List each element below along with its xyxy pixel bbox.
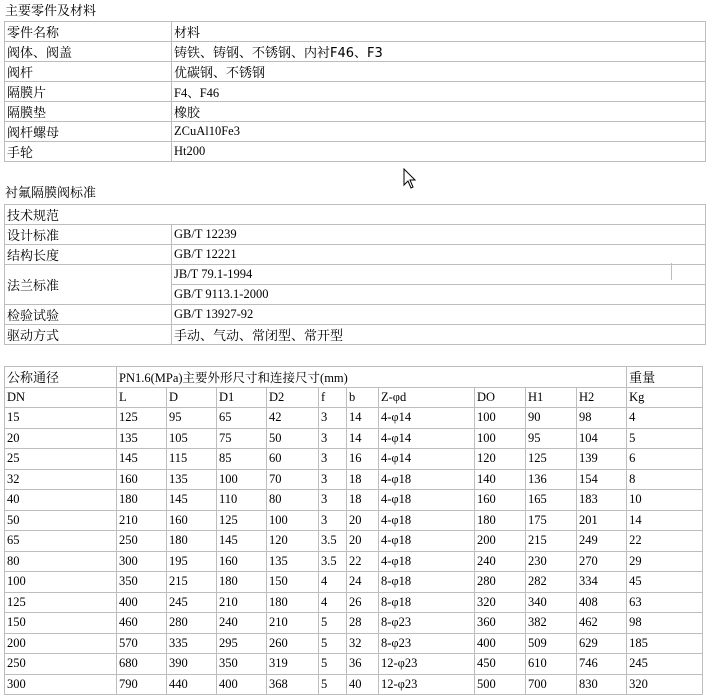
table-cell: 570 — [117, 633, 167, 654]
table-row — [5, 613, 703, 634]
table-cell: 260 — [267, 633, 319, 654]
table-cell: 4-φ18 — [379, 469, 475, 490]
table-cell: 3.5 — [319, 551, 347, 572]
table-cell: 32 — [5, 469, 117, 490]
table-row — [5, 102, 706, 122]
table-cell: 22 — [347, 551, 379, 572]
table-cell: 3 — [319, 469, 347, 490]
table-cell: 5 — [319, 633, 347, 654]
table-cell: 40 — [347, 674, 379, 695]
table-row — [5, 305, 706, 325]
table-cell: 36 — [347, 654, 379, 675]
table-cell: 3.5 — [319, 531, 347, 552]
table-cell: 160 — [475, 490, 526, 511]
table-cell: 40 — [5, 490, 117, 511]
table-row — [5, 122, 706, 142]
standards-table — [4, 204, 706, 345]
table-cell: 160 — [217, 551, 267, 572]
material-cell: 优碳钢、不锈钢 — [172, 62, 706, 82]
material-cell: 材料 — [172, 22, 706, 42]
table-cell: 4-φ18 — [379, 531, 475, 552]
flange-value-1: JB/T 79.1-1994 — [172, 265, 706, 285]
table-cell: 350 — [217, 654, 267, 675]
table-cell: 125 — [217, 510, 267, 531]
part-name-cell: 手轮 — [5, 142, 172, 162]
table-cell: 368 — [267, 674, 319, 695]
table-cell: 135 — [167, 469, 217, 490]
table-cell: 75 — [217, 428, 267, 449]
table-row — [5, 531, 703, 552]
table-cell: 80 — [5, 551, 117, 572]
table-cell: 746 — [577, 654, 627, 675]
table-cell: 180 — [117, 490, 167, 511]
table-cell: 6 — [627, 449, 703, 470]
table-cell: 150 — [267, 572, 319, 593]
table-row — [5, 654, 703, 675]
table-cell: 25 — [5, 449, 117, 470]
table-cell: 462 — [577, 613, 627, 634]
table-cell: 90 — [526, 408, 577, 429]
table-cell: 104 — [577, 428, 627, 449]
table-cell: 110 — [217, 490, 267, 511]
table-cell: 500 — [475, 674, 526, 695]
table-cell: 200 — [475, 531, 526, 552]
table-cell: 100 — [217, 469, 267, 490]
column-header: H1 — [526, 387, 577, 408]
drive-value: 手动、气动、常闭型、常开型 — [172, 325, 706, 345]
table-cell: 195 — [167, 551, 217, 572]
drive-label: 驱动方式 — [5, 325, 172, 345]
length-value: GB/T 12221 — [172, 245, 706, 265]
flange-value-2: GB/T 9113.1-2000 — [172, 285, 706, 305]
table-cell: 400 — [117, 592, 167, 613]
table-row — [5, 205, 706, 225]
table-cell: 4-φ14 — [379, 428, 475, 449]
table-cell: 12-φ23 — [379, 674, 475, 695]
table-cell: 115 — [167, 449, 217, 470]
table-cell: 245 — [167, 592, 217, 613]
table-cell: 120 — [475, 449, 526, 470]
table-cell: 390 — [167, 654, 217, 675]
table-cell: 95 — [167, 408, 217, 429]
table-cell: 250 — [117, 531, 167, 552]
table-cell: 50 — [267, 428, 319, 449]
table-cell: 400 — [217, 674, 267, 695]
table-cell: 200 — [5, 633, 117, 654]
table-row — [5, 22, 706, 42]
material-cell: 铸铁、铸钢、不锈钢、内衬F46、F3 — [172, 42, 706, 62]
table-cell: 100 — [267, 510, 319, 531]
column-header: H2 — [577, 387, 627, 408]
table-cell: 5 — [319, 613, 347, 634]
dimensions-table — [4, 366, 703, 695]
table-cell: 8-φ23 — [379, 633, 475, 654]
table-cell: 249 — [577, 531, 627, 552]
parts-materials-table — [4, 21, 706, 162]
table-cell: 154 — [577, 469, 627, 490]
table-cell: 400 — [475, 633, 526, 654]
column-header: f — [319, 387, 347, 408]
table-cell: 4 — [319, 592, 347, 613]
table-cell: 20 — [347, 531, 379, 552]
column-header: DO — [475, 387, 526, 408]
table-cell: 509 — [526, 633, 577, 654]
table-cell: 230 — [526, 551, 577, 572]
table-cell: 12-φ23 — [379, 654, 475, 675]
table-row — [5, 265, 706, 285]
table-cell: 15 — [5, 408, 117, 429]
table-cell: 295 — [217, 633, 267, 654]
table-cell: 320 — [627, 674, 703, 695]
dimensions-title: PN1.6(MPa)主要外形尺寸和连接尺寸(mm) — [117, 367, 627, 388]
table-cell: 350 — [117, 572, 167, 593]
table-cell: 5 — [319, 674, 347, 695]
table-cell: 440 — [167, 674, 217, 695]
table-cell: 245 — [627, 654, 703, 675]
table-cell: 165 — [526, 490, 577, 511]
table-cell: 65 — [5, 531, 117, 552]
table-cell: 360 — [475, 613, 526, 634]
table-cell: 282 — [526, 572, 577, 593]
table-cell: 700 — [526, 674, 577, 695]
length-label: 结构长度 — [5, 245, 172, 265]
table-cell: 240 — [475, 551, 526, 572]
table-row — [5, 387, 703, 408]
table-cell: 20 — [347, 510, 379, 531]
column-header: DN — [5, 387, 117, 408]
table-cell: 4-φ18 — [379, 551, 475, 572]
table-cell: 18 — [347, 490, 379, 511]
table-cell: 8-φ18 — [379, 572, 475, 593]
table-cell: 135 — [117, 428, 167, 449]
column-header: Z-φd — [379, 387, 475, 408]
table-cell: 14 — [627, 510, 703, 531]
table-cell: 14 — [347, 408, 379, 429]
table-cell: 125 — [117, 408, 167, 429]
table-cell: 4-φ18 — [379, 510, 475, 531]
column-header: b — [347, 387, 379, 408]
table-row — [5, 674, 703, 695]
table-cell: 18 — [347, 469, 379, 490]
table-cell: 145 — [217, 531, 267, 552]
table-cell: 5 — [319, 654, 347, 675]
part-name-cell: 零件名称 — [5, 22, 172, 42]
table-cell: 3 — [319, 449, 347, 470]
table-cell: 180 — [475, 510, 526, 531]
table-cell: 60 — [267, 449, 319, 470]
table-row — [5, 551, 703, 572]
table-row — [5, 42, 706, 62]
design-label: 设计标准 — [5, 225, 172, 245]
table-cell: 210 — [217, 592, 267, 613]
test-label: 检验试验 — [5, 305, 172, 325]
table-cell: 100 — [475, 428, 526, 449]
table-cell: 136 — [526, 469, 577, 490]
table-cell: 70 — [267, 469, 319, 490]
table-cell: 85 — [217, 449, 267, 470]
table-cell: 10 — [627, 490, 703, 511]
table-cell: 3 — [319, 490, 347, 511]
table-cell: 125 — [526, 449, 577, 470]
table-cell: 250 — [5, 654, 117, 675]
table-cell: 450 — [475, 654, 526, 675]
table-cell: 180 — [217, 572, 267, 593]
table-cell: 3 — [319, 408, 347, 429]
table-row — [5, 82, 706, 102]
spec-header-cell: 技术规范 — [5, 205, 706, 225]
table-row — [5, 572, 703, 593]
table-cell: 4 — [319, 572, 347, 593]
table-row — [5, 408, 703, 429]
table-cell: 183 — [577, 490, 627, 511]
table-cell: 270 — [577, 551, 627, 572]
table-cell: 63 — [627, 592, 703, 613]
table-cell: 24 — [347, 572, 379, 593]
table-cell: 95 — [526, 428, 577, 449]
part-name-cell: 阀杆螺母 — [5, 122, 172, 142]
table-cell: 335 — [167, 633, 217, 654]
parts-heading: 主要零件及材料 — [5, 4, 97, 19]
mouse-cursor-icon — [403, 168, 417, 190]
table-cell: 240 — [217, 613, 267, 634]
table-cell: 32 — [347, 633, 379, 654]
table-cell: 3 — [319, 428, 347, 449]
test-value: GB/T 13927-92 — [172, 305, 706, 325]
table-cell: 105 — [167, 428, 217, 449]
table-row — [5, 325, 706, 345]
table-cell: 125 — [5, 592, 117, 613]
table-cell: 4-φ14 — [379, 449, 475, 470]
table-row — [5, 225, 706, 245]
table-cell: 340 — [526, 592, 577, 613]
weight-header: 重量 — [627, 367, 703, 388]
dn-header: 公称通径 — [5, 367, 117, 388]
table-cell: 160 — [117, 469, 167, 490]
table-cell: 8-φ18 — [379, 592, 475, 613]
table-cell: 8 — [627, 469, 703, 490]
table-cell: 20 — [5, 428, 117, 449]
table-cell: 300 — [5, 674, 117, 695]
table-cell: 42 — [267, 408, 319, 429]
table-row — [5, 245, 706, 265]
table-cell: 145 — [167, 490, 217, 511]
table-cell: 3 — [319, 510, 347, 531]
table-row — [5, 633, 703, 654]
table-cell: 145 — [117, 449, 167, 470]
table-cell: 26 — [347, 592, 379, 613]
table-cell: 408 — [577, 592, 627, 613]
table-cell: 4 — [627, 408, 703, 429]
flange-label: 法兰标准 — [5, 265, 172, 305]
table-row — [5, 367, 703, 388]
part-name-cell: 阀体、阀盖 — [5, 42, 172, 62]
table-cell: 382 — [526, 613, 577, 634]
table-cell: 460 — [117, 613, 167, 634]
column-header: L — [117, 387, 167, 408]
material-cell: F4、F46 — [172, 82, 706, 102]
table-row — [5, 592, 703, 613]
table-cell: 28 — [347, 613, 379, 634]
table-row — [5, 142, 706, 162]
table-cell: 98 — [577, 408, 627, 429]
table-row — [5, 469, 703, 490]
table-cell: 175 — [526, 510, 577, 531]
table-row — [5, 62, 706, 82]
table-cell: 319 — [267, 654, 319, 675]
table-cell: 610 — [526, 654, 577, 675]
table-cell: 120 — [267, 531, 319, 552]
table-cell: 139 — [577, 449, 627, 470]
part-name-cell: 隔膜垫 — [5, 102, 172, 122]
table-cell: 629 — [577, 633, 627, 654]
table-cell: 80 — [267, 490, 319, 511]
material-cell: 橡胶 — [172, 102, 706, 122]
table-cell: 14 — [347, 428, 379, 449]
table-cell: 210 — [267, 613, 319, 634]
table-cell: 98 — [627, 613, 703, 634]
table-cell: 180 — [267, 592, 319, 613]
material-cell: Ht200 — [172, 142, 706, 162]
table-cell: 280 — [475, 572, 526, 593]
table-cell: 4-φ14 — [379, 408, 475, 429]
table-row — [5, 449, 703, 470]
table-cell: 45 — [627, 572, 703, 593]
column-header: D — [167, 387, 217, 408]
table-cell: 100 — [475, 408, 526, 429]
table-cell: 22 — [627, 531, 703, 552]
table-row — [5, 490, 703, 511]
table-cell: 8-φ23 — [379, 613, 475, 634]
table-cell: 150 — [5, 613, 117, 634]
table-cell: 135 — [267, 551, 319, 572]
table-cell: 180 — [167, 531, 217, 552]
material-cell: ZCuAl10Fe3 — [172, 122, 706, 142]
table-cell: 320 — [475, 592, 526, 613]
table-cell: 830 — [577, 674, 627, 695]
table-cell: 210 — [117, 510, 167, 531]
table-cell: 215 — [526, 531, 577, 552]
table-cell: 185 — [627, 633, 703, 654]
table-cell: 790 — [117, 674, 167, 695]
table-cell: 65 — [217, 408, 267, 429]
table-cell: 140 — [475, 469, 526, 490]
column-header: D2 — [267, 387, 319, 408]
table-cell: 160 — [167, 510, 217, 531]
table-cell: 50 — [5, 510, 117, 531]
part-name-cell: 阀杆 — [5, 62, 172, 82]
table-cell: 334 — [577, 572, 627, 593]
table-cell: 4-φ18 — [379, 490, 475, 511]
table-cell: 300 — [117, 551, 167, 572]
part-name-cell: 隔膜片 — [5, 82, 172, 102]
table-cell: 680 — [117, 654, 167, 675]
table-cell: 100 — [5, 572, 117, 593]
column-header: Kg — [627, 387, 703, 408]
table-cell: 215 — [167, 572, 217, 593]
table-row — [5, 510, 703, 531]
table-cell: 201 — [577, 510, 627, 531]
table-cell: 280 — [167, 613, 217, 634]
divider — [671, 263, 672, 280]
table-row — [5, 428, 703, 449]
standards-heading: 衬氟隔膜阀标准 — [5, 186, 97, 201]
table-cell: 29 — [627, 551, 703, 572]
column-header: D1 — [217, 387, 267, 408]
table-cell: 16 — [347, 449, 379, 470]
table-cell: 5 — [627, 428, 703, 449]
design-value: GB/T 12239 — [172, 225, 706, 245]
